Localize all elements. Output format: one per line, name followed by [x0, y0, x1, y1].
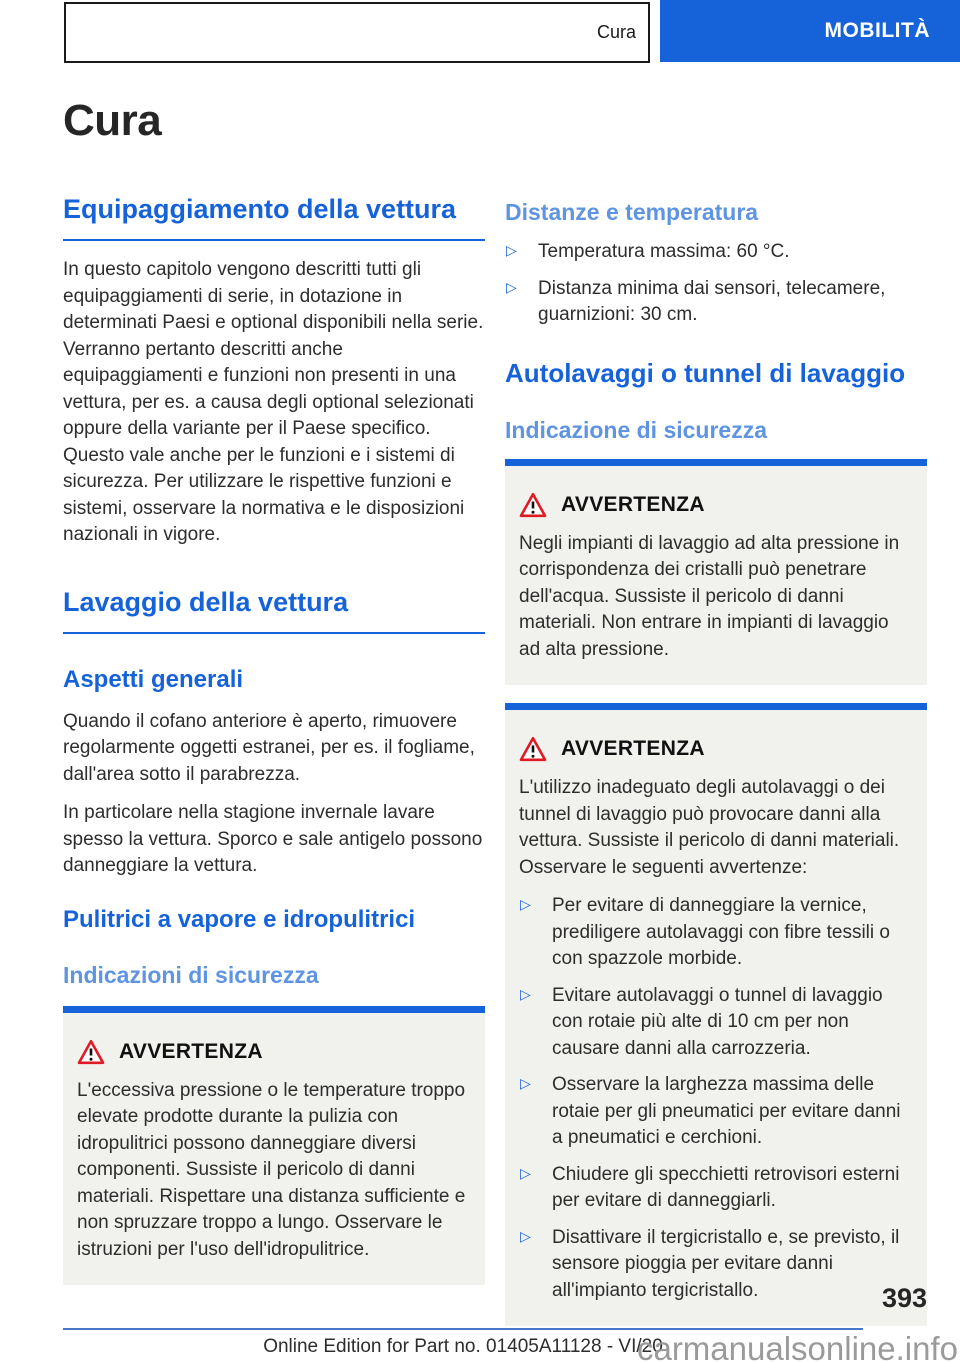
warning-box-body: [505, 710, 927, 1326]
bullet-text: Chiudere gli specchietti retrovisori esterni per evitare di danneggiarli.: [552, 1163, 900, 1211]
bullet-text: Osservare la larghezza massima delle rotaie per gli pneumatici per evitare danni a pneumatici e cerchioni.: [552, 1074, 901, 1148]
list-item: [505, 239, 927, 266]
section-title-lavaggio: Lavaggio della vettura: [63, 585, 485, 634]
bullet-text: Per evitare di danneggiare la vernice, prediligere autolavaggi con fibre tessili o con spazzole morbide.: [552, 895, 890, 969]
warning-header: [77, 1039, 471, 1065]
warning-label: AVVERTENZA: [561, 492, 705, 516]
warning-box-body: [63, 1013, 485, 1286]
warning-label: AVVERTENZA: [561, 737, 705, 760]
page-number: 393: [881, 1283, 927, 1313]
right-column: [505, 96, 927, 1326]
warning-label: AVVERTENZA: [119, 1039, 263, 1063]
warning-text-idropulitrici: L'eccessiva pressione o le temperature troppo elevate prodotte durante la pulizia con idropulitrici possono danneggiare diversi componenti. Sussiste il pericolo di danni materiali. Rispettare una distanza sufficiente e non spruzzare troppo a lungo. Osservare le istruzioni per l'uso dell'idropulitrice.: [77, 1079, 466, 1260]
warning-box-top-bar: [505, 459, 927, 466]
list-item: [519, 893, 913, 973]
triangle-bullet-icon: ▷: [520, 1075, 531, 1091]
warning-triangle-icon: [77, 1039, 105, 1065]
warning-header: [519, 736, 913, 762]
warning-box-body: [505, 466, 927, 686]
warning-box-utilizzo-inadeguato: [505, 703, 927, 1326]
safety-heading-indicazione: Indicazione di sicurezza: [505, 416, 768, 443]
list-item: [519, 1072, 913, 1152]
list-item: [519, 1162, 913, 1215]
edition-note: Online Edition for Part no. 01405A11128 - VI/20: [263, 1336, 663, 1357]
triangle-bullet-icon: ▷: [520, 1227, 531, 1244]
list-item: [519, 983, 913, 1063]
warning-box-alta-pressione: [505, 459, 927, 686]
bullet-text: Disattivare il tergicristallo e, se previsto, il sensore pioggia per evitare danni all'impianto tergicristallo.: [552, 1226, 900, 1301]
chapter-banner-label: MOBILITÀ: [824, 19, 930, 42]
safety-heading-distanze: Distanze e temperatura: [505, 199, 759, 225]
warning-box-top-bar: [63, 1006, 485, 1013]
paragraph-cofano: Quando il cofano anteriore è aperto, rimuovere regolarmente oggetti estranei, per es. il fogliame, dall'area sotto il parabrezza.: [63, 710, 475, 785]
warning-triangle-icon: [519, 492, 547, 518]
paragraph-stagione-invernale: In particolare nella stagione invernale lavare spesso la vettura. Sporco e sale antigelo possono danneggiare la vettura.: [63, 802, 483, 876]
left-column: [63, 96, 485, 1326]
bullet-text: Distanza minima dai sensori, telecamere, guarnizioni: 30 cm.: [538, 277, 886, 325]
triangle-bullet-icon: ▷: [506, 242, 517, 258]
chapter-banner: [660, 0, 960, 62]
section-title-autolavaggi: Autolavaggi o tunnel di lavaggio: [505, 357, 906, 388]
triangle-bullet-icon: ▷: [520, 1164, 531, 1181]
warning-box-top-bar: [505, 703, 927, 710]
paragraph-equipaggiamento: In questo capitolo vengono descritti tutti gli equipaggiamenti di serie, in dotazione in determinati Paesi e optional disponibili nella serie. Verranno pertanto descritti anche equipaggiamenti e funzioni non presenti in una vettura, per es. a causa degli optional selezionati oppure della variante per il Paese specifico. Questo vale anche per le funzioni e i sistemi di sicurezza. Per utilizzare le rispettive funzioni e sistemi, osservare la normativa e le disposizioni nazionali in vigore.: [63, 259, 484, 545]
watermark-text: carmanualsonline.info: [636, 1330, 958, 1362]
carwash-warning-bullet-list: [519, 893, 913, 1304]
warning-text-alta-pressione: Negli impianti di lavaggio ad alta pressione in corrispondenza dei cristalli può penetrare dell'acqua. Sussiste il pericolo di danni materiali. Non entrare in impianti di lavaggio ad alta pressione.: [519, 532, 900, 660]
warning-box-idropulitrici: [63, 1006, 485, 1286]
warning-intro-utilizzo-inadeguato: L'utilizzo inadeguato degli autolavaggi o dei tunnel di lavaggio può provocare danni alla vettura. Sussiste il pericolo di danni materiali. Osservare le seguenti avvertenze:: [519, 777, 900, 878]
distances-bullet-list: [505, 239, 927, 329]
warning-triangle-icon: [519, 736, 547, 762]
page-title: Cura: [63, 96, 162, 145]
page-content: [63, 96, 927, 1326]
triangle-bullet-icon: ▷: [520, 896, 531, 912]
subsection-title-pulitrici: Pulitrici a vapore e idropulitrici: [63, 905, 416, 933]
section-title-equipaggiamento: Equipaggiamento della vettura: [63, 192, 485, 241]
bullet-text: Evitare autolavaggi o tunnel di lavaggio con rotaie più alte di 10 cm per non causare danni alla carrozzeria.: [552, 984, 883, 1059]
warning-header: [519, 492, 913, 518]
running-header-label: Cura: [596, 22, 636, 42]
triangle-bullet-icon: ▷: [506, 278, 517, 295]
bullet-text: Temperatura massima: 60 °C.: [538, 241, 790, 262]
safety-heading-indicazioni: Indicazioni di sicurezza: [63, 961, 319, 988]
subsection-title-aspetti-generali: Aspetti generali: [63, 665, 244, 693]
running-header-tab: [64, 2, 650, 63]
triangle-bullet-icon: ▷: [520, 985, 531, 1002]
list-item: [505, 276, 927, 329]
list-item: [519, 1225, 913, 1305]
